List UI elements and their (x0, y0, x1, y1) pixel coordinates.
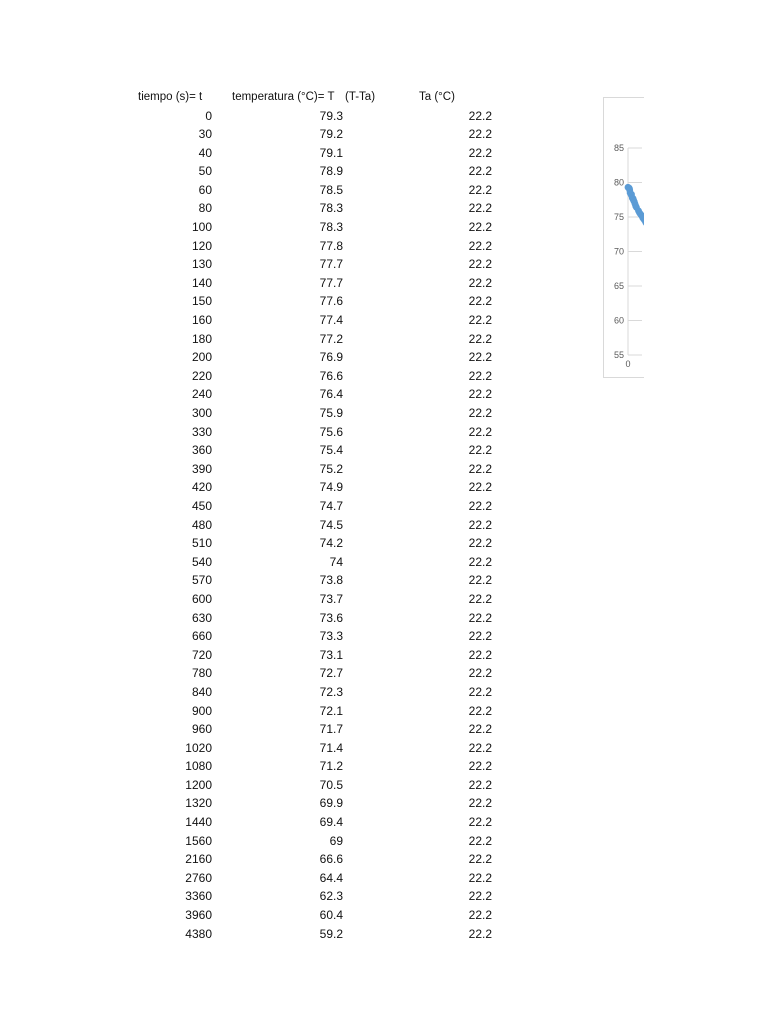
cell-temperature[interactable]: 71.7 (319, 722, 343, 737)
cell-temperature[interactable]: 78.5 (319, 182, 343, 197)
y-tick-label: 55 (613, 350, 624, 360)
table-row (0, 534, 560, 553)
cell-ambient[interactable]: 22.2 (468, 926, 492, 941)
cell-ambient[interactable]: 22.2 (468, 573, 492, 588)
table-row (0, 367, 560, 386)
table-row (0, 739, 560, 758)
cell-temperature[interactable]: 60.4 (319, 908, 343, 923)
cell-ambient[interactable]: 22.2 (468, 852, 492, 867)
cell-temperature[interactable]: 64.4 (319, 870, 343, 885)
cell-temperature[interactable]: 62.3 (319, 889, 343, 904)
table-row (0, 776, 560, 795)
cell-time[interactable]: 390 (191, 461, 212, 476)
cell-temperature[interactable]: 77.4 (319, 313, 343, 328)
cell-temperature[interactable]: 76.6 (319, 368, 343, 383)
header-diff[interactable]: (T-Ta) (345, 91, 376, 103)
cell-time[interactable]: 1020 (185, 740, 212, 755)
table-row (0, 720, 560, 739)
table-row (0, 348, 560, 367)
y-tick-label: 60 (613, 315, 624, 326)
cell-temperature[interactable]: 69.4 (319, 815, 343, 830)
cell-time[interactable]: 80 (198, 201, 212, 216)
cell-ambient[interactable]: 22.2 (468, 777, 492, 792)
cell-temperature[interactable]: 73.1 (319, 647, 343, 662)
table-row (0, 423, 560, 442)
cell-ambient[interactable]: 22.2 (468, 164, 492, 179)
cell-ambient[interactable]: 22.2 (468, 145, 492, 160)
table-row (0, 906, 560, 925)
cell-ambient[interactable]: 22.2 (468, 759, 492, 774)
cell-ambient[interactable]: 22.2 (468, 870, 492, 885)
cell-temperature[interactable]: 66.6 (319, 852, 343, 867)
cell-ambient[interactable]: 22.2 (468, 387, 492, 402)
table-row (0, 516, 560, 535)
cell-ambient[interactable]: 22.2 (468, 461, 492, 476)
cell-time[interactable]: 1320 (185, 796, 212, 811)
cell-temperature[interactable]: 72.7 (319, 666, 343, 681)
cell-temperature[interactable]: 78.3 (319, 201, 343, 216)
cell-ambient[interactable]: 22.2 (468, 443, 492, 458)
table-row (0, 646, 560, 665)
table-row (0, 850, 560, 869)
cell-time[interactable]: 40 (198, 145, 212, 160)
table-row (0, 794, 560, 813)
cell-ambient[interactable]: 22.2 (468, 647, 492, 662)
y-tick-label: 65 (613, 281, 624, 291)
cell-ambient[interactable]: 22.2 (468, 610, 492, 625)
cell-ambient[interactable]: 22.2 (468, 703, 492, 718)
table-row (0, 218, 560, 237)
cell-ambient[interactable]: 22.2 (468, 350, 492, 365)
cell-time[interactable]: 1440 (185, 815, 212, 830)
cell-temperature[interactable]: 72.1 (319, 703, 343, 718)
cell-time[interactable]: 3360 (185, 889, 212, 904)
cell-temperature[interactable]: 59.2 (319, 926, 343, 941)
cell-time[interactable]: 330 (191, 424, 212, 439)
table-row (0, 609, 560, 628)
table-row (0, 107, 560, 126)
y-tick-label: 85 (613, 143, 624, 153)
cell-ambient[interactable]: 22.2 (468, 833, 492, 848)
cell-ambient[interactable]: 22.2 (468, 182, 492, 197)
table-row (0, 590, 560, 609)
table-row (0, 274, 560, 293)
cell-time[interactable]: 240 (191, 387, 212, 402)
cell-time[interactable]: 50 (198, 164, 212, 179)
table-row (0, 553, 560, 572)
cell-ambient[interactable]: 22.2 (468, 480, 492, 495)
cell-ambient[interactable]: 22.2 (468, 796, 492, 811)
table-row (0, 162, 560, 181)
table-row (0, 869, 560, 888)
cell-time[interactable]: 360 (191, 443, 212, 458)
cell-time[interactable]: 720 (191, 647, 212, 662)
table-row (0, 404, 560, 423)
cell-ambient[interactable]: 22.2 (468, 629, 492, 644)
cell-ambient[interactable]: 22.2 (468, 424, 492, 439)
scatter-chart[interactable] (603, 97, 644, 378)
cell-temperature[interactable]: 74.2 (319, 536, 343, 551)
cell-temperature[interactable]: 77.6 (319, 294, 343, 309)
cell-temperature[interactable]: 71.2 (319, 759, 343, 774)
cell-time[interactable]: 3960 (185, 908, 212, 923)
cell-time[interactable]: 900 (191, 703, 212, 718)
cell-ambient[interactable]: 22.2 (468, 127, 492, 142)
cell-temperature[interactable]: 73.8 (319, 573, 343, 588)
cell-temperature[interactable]: 75.6 (319, 424, 343, 439)
cell-ambient[interactable]: 22.2 (468, 554, 492, 569)
cell-time[interactable]: 220 (191, 368, 212, 383)
cell-ambient[interactable]: 22.2 (468, 889, 492, 904)
cell-time[interactable]: 660 (191, 629, 212, 644)
cell-ambient[interactable]: 22.2 (468, 257, 492, 272)
table-row (0, 125, 560, 144)
cell-temperature[interactable]: 79.3 (319, 108, 343, 123)
table-row (0, 255, 560, 274)
cell-time[interactable]: 60 (198, 182, 212, 197)
cell-time[interactable]: 180 (191, 331, 212, 346)
cell-time[interactable]: 420 (191, 480, 212, 495)
cell-temperature[interactable]: 69.9 (319, 796, 343, 811)
cell-time[interactable]: 4380 (185, 926, 212, 941)
cell-temperature[interactable]: 71.4 (319, 740, 343, 755)
cell-ambient[interactable]: 22.2 (468, 238, 492, 253)
table-row (0, 385, 560, 404)
cell-time[interactable]: 540 (191, 554, 212, 569)
cell-ambient[interactable]: 22.2 (468, 498, 492, 513)
cell-time[interactable]: 570 (191, 573, 212, 588)
cell-ambient[interactable]: 22.2 (468, 684, 492, 699)
cell-ambient[interactable]: 22.2 (468, 666, 492, 681)
cell-temperature[interactable]: 75.9 (319, 406, 343, 420)
cell-temperature[interactable]: 76.4 (319, 387, 343, 402)
cell-time[interactable]: 30 (198, 127, 212, 142)
cell-temperature[interactable]: 75.2 (319, 461, 343, 476)
cell-time[interactable]: 130 (191, 257, 212, 272)
table-row (0, 478, 560, 497)
cell-temperature[interactable]: 72.3 (319, 684, 343, 699)
cell-ambient[interactable]: 22.2 (468, 294, 492, 309)
table-row (0, 627, 560, 646)
table-row (0, 497, 560, 516)
cell-ambient[interactable]: 22.2 (468, 536, 492, 551)
cell-time[interactable]: 840 (191, 684, 212, 699)
cell-temperature[interactable]: 73.6 (319, 610, 343, 625)
table-row (0, 757, 560, 776)
table-row (0, 237, 560, 256)
cell-ambient[interactable]: 22.2 (468, 517, 492, 532)
table-row (0, 311, 560, 330)
cell-time[interactable]: 0 (205, 108, 212, 123)
table-row (0, 199, 560, 218)
cell-time[interactable]: 200 (191, 350, 212, 365)
cell-ambient[interactable]: 22.2 (468, 201, 492, 216)
cell-time[interactable]: 960 (191, 722, 212, 737)
cell-time[interactable]: 1200 (185, 777, 212, 792)
cell-temperature[interactable]: 73.7 (319, 591, 343, 606)
cell-temperature[interactable]: 70.5 (319, 777, 343, 792)
cell-time[interactable]: 450 (191, 498, 212, 513)
cell-time[interactable]: 1080 (185, 759, 212, 774)
table-row (0, 460, 560, 479)
cell-time[interactable]: 160 (191, 313, 212, 328)
cell-ambient[interactable]: 22.2 (468, 220, 492, 235)
cell-ambient[interactable]: 22.2 (468, 313, 492, 328)
cell-time[interactable]: 480 (191, 517, 212, 532)
cell-ambient[interactable]: 22.2 (468, 331, 492, 346)
cell-temperature[interactable]: 79.1 (319, 145, 343, 160)
table-row (0, 683, 560, 702)
cell-time[interactable]: 1560 (185, 833, 212, 848)
cell-temperature[interactable]: 75.4 (319, 443, 343, 458)
table-row (0, 813, 560, 832)
table-row (0, 181, 560, 200)
chart-plot (604, 98, 644, 377)
cell-time[interactable]: 2160 (185, 852, 212, 867)
x-tick-label: 0 (625, 359, 631, 369)
cell-ambient[interactable]: 22.2 (468, 815, 492, 830)
cell-temperature[interactable]: 77.7 (319, 275, 343, 290)
cell-ambient[interactable]: 22.2 (468, 108, 492, 123)
cell-temperature[interactable]: 76.9 (319, 350, 343, 365)
y-tick-label: 70 (613, 246, 624, 257)
header-ambient[interactable]: Ta (°C) (419, 91, 455, 103)
cell-temperature[interactable]: 69 (329, 833, 343, 848)
cell-time[interactable]: 300 (191, 406, 212, 420)
cell-time[interactable]: 600 (191, 591, 212, 606)
cell-time[interactable]: 100 (191, 220, 212, 235)
table-row (0, 925, 560, 944)
table-row (0, 702, 560, 721)
cell-time[interactable]: 780 (191, 666, 212, 681)
table-row (0, 832, 560, 851)
cell-temperature[interactable]: 74.5 (319, 517, 343, 532)
y-tick-label: 75 (613, 212, 624, 222)
table-row (0, 292, 560, 311)
table-row (0, 571, 560, 590)
y-tick-label: 80 (613, 177, 624, 188)
cell-temperature[interactable]: 74 (329, 554, 343, 569)
cell-temperature[interactable]: 77.2 (319, 331, 343, 346)
cell-temperature[interactable]: 74.7 (319, 498, 343, 513)
header-temperature[interactable]: temperatura (°C)= T (232, 91, 335, 103)
cell-ambient[interactable]: 22.2 (468, 368, 492, 383)
header-time[interactable]: tiempo (s)= t (138, 91, 203, 103)
cell-time[interactable]: 150 (191, 294, 212, 309)
cell-ambient[interactable]: 22.2 (468, 275, 492, 290)
cell-ambient[interactable]: 22.2 (468, 740, 492, 755)
cell-temperature[interactable]: 78.9 (319, 164, 343, 179)
cell-ambient[interactable]: 22.2 (468, 722, 492, 737)
cell-temperature[interactable]: 79.2 (319, 127, 343, 142)
cell-ambient[interactable]: 22.2 (468, 591, 492, 606)
cell-temperature[interactable]: 77.7 (319, 257, 343, 272)
data-table (0, 107, 560, 944)
cell-time[interactable]: 140 (191, 275, 212, 290)
cell-time[interactable]: 510 (191, 536, 212, 551)
cell-ambient[interactable]: 22.2 (468, 908, 492, 923)
table-row (0, 887, 560, 906)
table-row (0, 441, 560, 460)
cell-ambient[interactable]: 22.2 (468, 406, 492, 420)
cell-temperature[interactable]: 77.8 (319, 238, 343, 253)
cell-time[interactable]: 630 (191, 610, 212, 625)
table-row (0, 144, 560, 163)
cell-temperature[interactable]: 73.3 (319, 629, 343, 644)
cell-time[interactable]: 120 (191, 238, 212, 253)
cell-time[interactable]: 2760 (185, 870, 212, 885)
table-row (0, 330, 560, 349)
table-row (0, 664, 560, 683)
cell-temperature[interactable]: 74.9 (319, 480, 343, 495)
cell-temperature[interactable]: 78.3 (319, 220, 343, 235)
